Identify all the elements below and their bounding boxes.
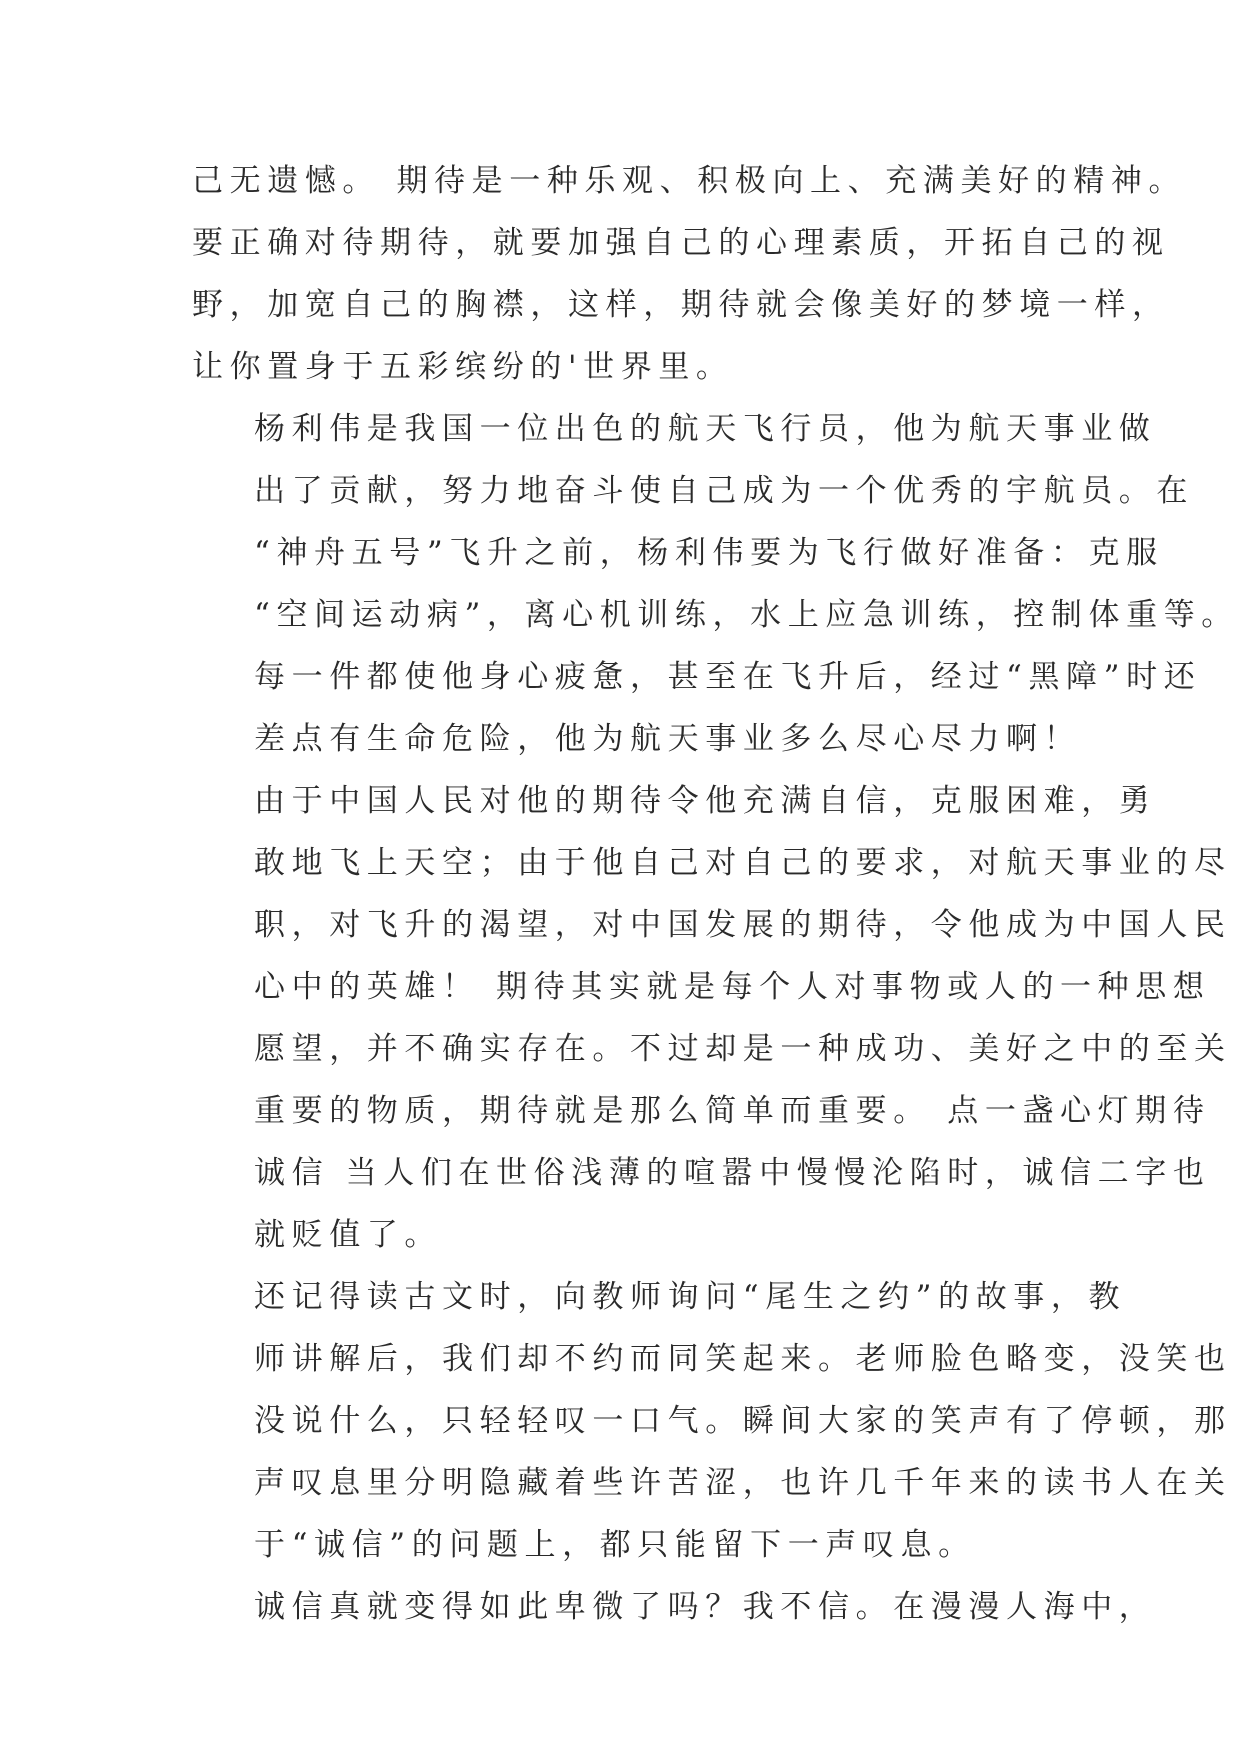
text-line: 就贬值了。 — [254, 1217, 442, 1253]
text-line: 让你置身于五彩缤纷的'世界里。 — [192, 349, 734, 385]
body-text — [192, 150, 1239, 1638]
text-line: 师讲解后，我们却不约而同笑起来。老师脸色略变，没笑也 — [254, 1341, 1232, 1377]
text-line: 由于中国人民对他的期待令他充满自信，克服困难，勇 — [254, 783, 1157, 819]
text-line: “神舟五号”飞升之前，杨利伟要为飞行做好准备：克服 — [254, 535, 1164, 571]
text-line: 己无遗憾。 期待是一种乐观、积极向上、充满美好的精神。 — [192, 163, 1187, 199]
text-line: 要正确对待期待，就要加强自己的心理素质，开拓自己的视 — [192, 225, 1170, 261]
text-line: 每一件都使他身心疲惫，甚至在飞升后，经过“黑障”时还 — [254, 659, 1202, 695]
text-line: 还记得读古文时，向教师询问“尾生之约”的故事，教 — [254, 1279, 1127, 1315]
text-line: 声叹息里分明隐藏着些许苦涩，也许几千年来的读书人在关 — [254, 1465, 1232, 1501]
text-line: 没说什么，只轻轻叹一口气。瞬间大家的笑声有了停顿，那 — [254, 1403, 1232, 1439]
paragraph-4 — [192, 1266, 1232, 1576]
text-line: 诚信真就变得如此卑微了吗？我不信。在漫漫人海中， — [254, 1589, 1157, 1625]
text-line: 心中的英雄！ 期待其实就是每个人对事物或人的一种思想 — [254, 969, 1211, 1005]
text-line: 野，加宽自己的胸襟，这样，期待就会像美好的梦境一样， — [192, 287, 1170, 323]
paragraph-5 — [192, 1576, 1157, 1638]
text-line: 杨利伟是我国一位出色的航天飞行员，他为航天事业做 — [254, 411, 1157, 447]
text-line: 重要的物质，期待就是那么简单而重要。 点一盏心灯期待 — [254, 1093, 1211, 1129]
text-line: 诚信 当人们在世俗浅薄的喧嚣中慢慢沦陷时，诚信二字也 — [254, 1155, 1211, 1191]
text-line: 职，对飞升的渴望，对中国发展的期待，令他成为中国人民 — [254, 907, 1232, 943]
text-line: “空间运动病”，离心机训练，水上应急训练，控制体重等。 — [254, 597, 1239, 633]
paragraph-2 — [192, 398, 1239, 770]
text-line: 于“诚信”的问题上，都只能留下一声叹息。 — [254, 1527, 976, 1563]
paragraph-3 — [192, 770, 1232, 1266]
text-line: 敢地飞上天空；由于他自己对自己的要求，对航天事业的尽 — [254, 845, 1232, 881]
text-line: 差点有生命危险，他为航天事业多么尽心尽力啊！ — [254, 721, 1082, 757]
text-line: 愿望，并不确实存在。不过却是一种成功、美好之中的至关 — [254, 1031, 1232, 1067]
text-line: 出了贡献，努力地奋斗使自己成为一个优秀的宇航员。在 — [254, 473, 1194, 509]
paragraph-1 — [192, 150, 1187, 398]
